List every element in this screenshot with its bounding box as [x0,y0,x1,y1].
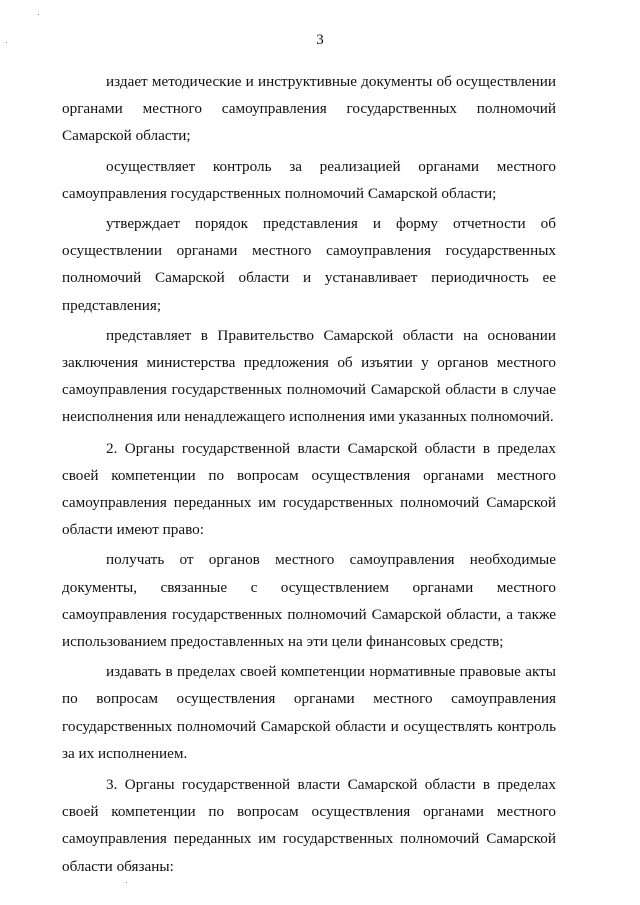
paragraph: осуществляет контроль за реализацией органами местного самоуправления государственных полномочий Самарской области; [62,157,556,202]
paragraph: получать от органов местного самоуправления необходимые документы, связанные с осуществлением органами местного самоуправления государственных полномочий Самарской области, а также использованием предоставленных на эти цели финансовых средств; [62,551,556,651]
paragraph: 2. Органы государственной власти Самарской области в пределах своей компетенции по вопросам осуществления органами местного самоуправления переданных им государственных полномочий Самарской области имеют право: [62,439,556,539]
paragraph: издает методические и инструктивные документы об осуществлении органами местного самоуправления государственных полномочий Самарской области; [62,73,556,145]
paragraph: 3. Органы государственной власти Самарской области в пределах своей компетенции по вопросам осуществления органами местного самоуправления переданных им государственных полномочий Самарской области обязаны: [62,776,556,875]
paragraph: представляет в Правительство Самарской области на основании заключения министерства предложения об изъятии у органов местного самоуправления государственных полномочий Самарской области в случае неисполнения или ненадлежащего исполнения ими указанных полномочий. [62,326,556,426]
paragraph: издавать в пределах своей компетенции нормативные правовые акты по вопросам осуществления органами местного самоуправления государственных полномочий Самарской области и осуществлять контроль за их исполнением. [62,663,556,762]
paragraph: утверждает порядок представления и форму отчетности об осуществлении органами местного самоуправления государственных полномочий Самарской области и устанавливает периодичность ее представления; [62,215,556,314]
document-body [62,68,556,880]
page-number: 3 [316,32,324,48]
scan-speck [38,14,39,15]
scan-speck [126,882,127,883]
